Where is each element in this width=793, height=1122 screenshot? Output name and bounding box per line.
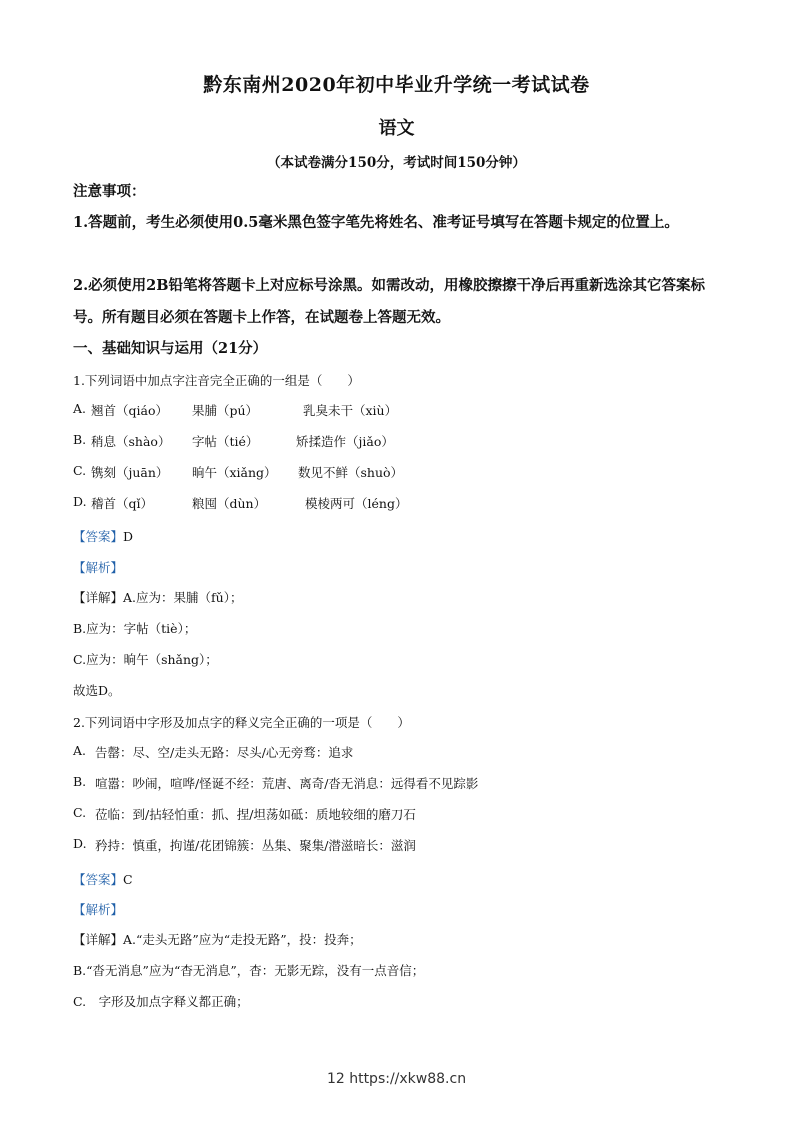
- option-word: 果脯（pú）: [192, 403, 259, 418]
- option-label: C.: [73, 463, 87, 478]
- instruction-item-2: 2.必须使用2B铅笔将答题卡上对应标号涂黑。如需改动，用橡胶擦擦干净后再重新选涂其它答案标号。所有题目必须在答题卡上作答，在试题卷上答题无效。: [73, 277, 705, 326]
- answer-tag: 【答案】: [73, 529, 124, 544]
- option-text: 矜持：慎重，拘谨/花团锦簇：丛集、聚集/潜滋暗长：滋润: [95, 838, 416, 853]
- exam-note: （本试卷满分150分，考试时间150分钟）: [267, 155, 526, 171]
- q2-detail-3: C. 字形及加点字释义都正确；: [73, 994, 249, 1009]
- q1-detail-3: C.应为：晌午（shǎng）；: [73, 652, 218, 667]
- option-text: 告罄：尽、空/走头无路：尽头/心无旁骛：追求: [95, 745, 354, 760]
- q2-detail-2: B.“沓无消息”应为“杳无消息”，杳：无影无踪，没有一点音信；: [73, 963, 425, 978]
- option-word: 晌午（xiǎng）: [192, 465, 277, 480]
- option-label: A.: [73, 743, 87, 758]
- q2-option-c: [73, 805, 416, 822]
- option-word: 数见不鲜（shuò）: [298, 465, 404, 480]
- option-word: 矫揉造作（jiǎo）: [296, 434, 394, 449]
- q1-stem: 1.下列词语中加点字注音完全正确的一组是（ ）: [73, 373, 360, 388]
- q1-detail-2: B.应为：字帖（tiè）；: [73, 621, 197, 636]
- detail-text: A.“走头无路”应为“走投无路”，投：投奔；: [123, 932, 362, 947]
- option-text: 莅临：到/拈轻怕重：抓、捏/坦荡如砥：质地较细的磨刀石: [95, 807, 416, 822]
- q2-analysis-tag: 【解析】: [73, 902, 124, 917]
- q1-analysis-tag: 【解析】: [73, 560, 124, 575]
- q2-option-d: [73, 836, 416, 853]
- option-label: A.: [73, 401, 87, 416]
- q2-option-a: [73, 743, 354, 760]
- q2-detail-1: [73, 930, 362, 948]
- q1-detail-1: [73, 588, 242, 606]
- q1-option-b: [73, 432, 394, 449]
- option-word: 字帖（tié）: [192, 434, 259, 449]
- section-1-heading: 一、基础知识与运用（21分）: [73, 340, 268, 357]
- q2-stem: 2.下列词语中字形及加点字的释义完全正确的一项是（ ）: [73, 715, 410, 730]
- option-word: 乳臭未干（xiù）: [303, 403, 398, 418]
- option-word: 粮囤（dùn）: [192, 496, 267, 511]
- option-label: D.: [73, 494, 87, 509]
- q1-option-c: [73, 463, 404, 480]
- answer-value: D: [123, 529, 134, 544]
- q1-option-d: [73, 494, 408, 511]
- q2-answer: [73, 870, 133, 888]
- answer-value: C: [123, 872, 133, 887]
- q1-conclusion: 故选D。: [73, 683, 121, 698]
- q1-answer: [73, 527, 133, 545]
- page-footer: 12 https://xkw88.cn: [326, 1071, 467, 1087]
- instruction-item-1: 1.答题前，考生必须使用0.5毫米黑色签字笔先将姓名、准考证号填写在答题卡规定的位置上。: [73, 214, 679, 231]
- option-label: B.: [73, 432, 87, 447]
- detail-tag: 【详解】: [73, 932, 124, 947]
- option-label: C.: [73, 805, 87, 820]
- option-label: B.: [73, 774, 87, 789]
- option-text: 喧嚣：吵闹，喧哗/怪诞不经：荒唐、离奇/沓无消息：远得看不见踪影: [95, 776, 479, 791]
- q2-option-b: [73, 774, 479, 791]
- option-word: 模棱两可（léng）: [305, 496, 408, 511]
- subject-title: 语文: [378, 118, 415, 139]
- option-word: 稽首（qǐ）: [91, 496, 153, 511]
- detail-tag: 【详解】: [73, 590, 124, 605]
- option-label: D.: [73, 836, 87, 851]
- instructions-heading: 注意事项：: [73, 183, 146, 200]
- exam-title: 黔东南州2020年初中毕业升学统一考试试卷: [203, 74, 590, 96]
- option-word: 镌刻（juān）: [91, 465, 169, 480]
- option-word: 翘首（qiáo）: [91, 403, 168, 418]
- answer-tag: 【答案】: [73, 872, 124, 887]
- option-word: 稍息（shào）: [91, 434, 171, 449]
- detail-text: A.应为：果脯（fǔ）；: [123, 590, 243, 605]
- q1-option-a: [73, 401, 398, 418]
